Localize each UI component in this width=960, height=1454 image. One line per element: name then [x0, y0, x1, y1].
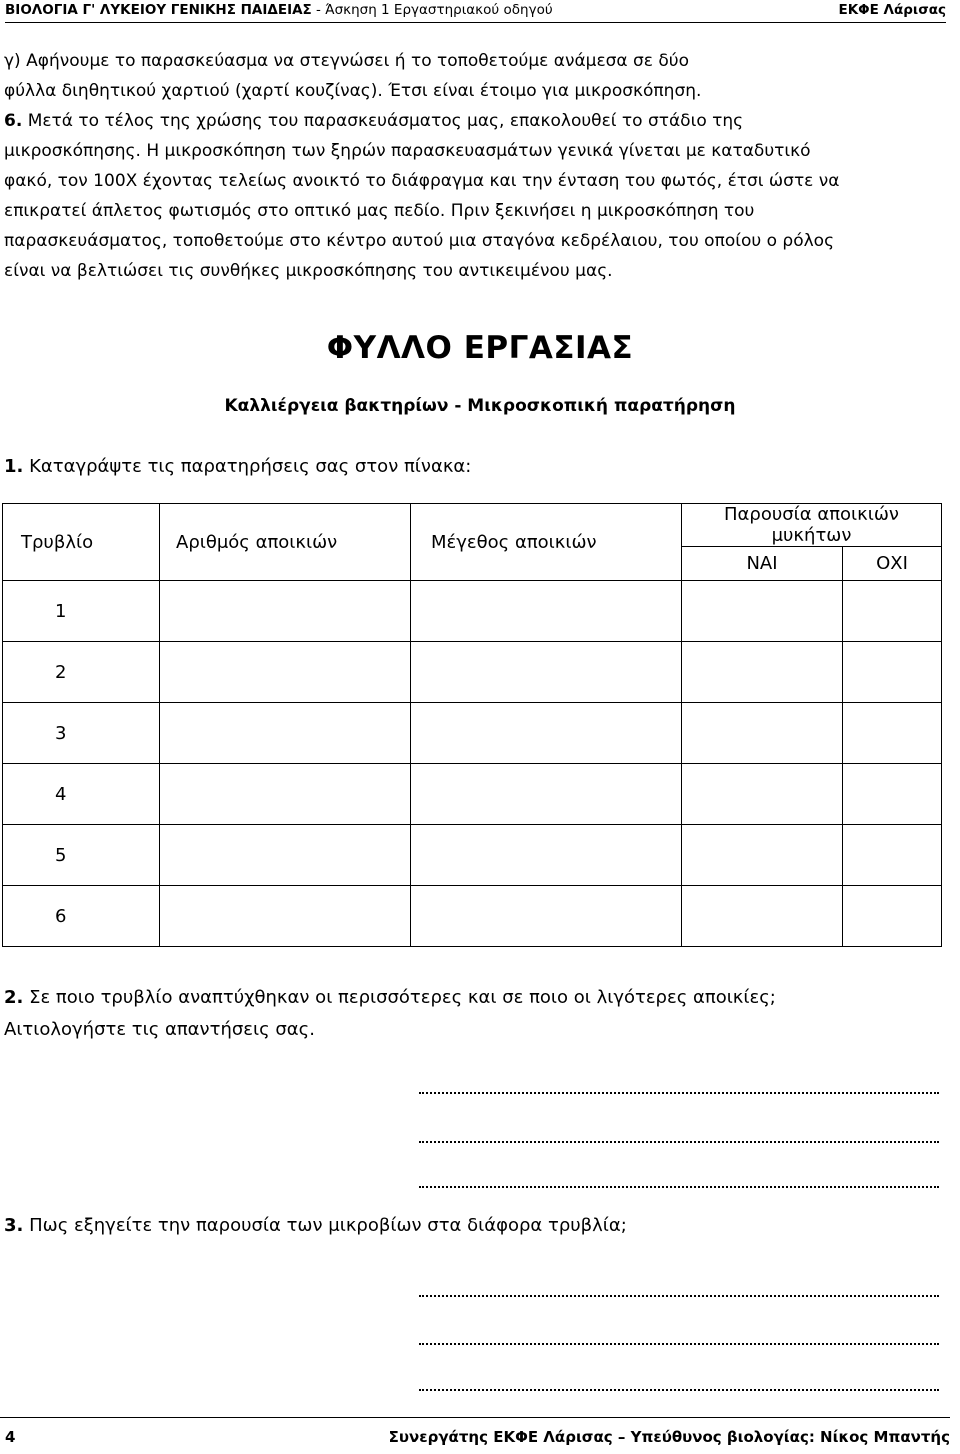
q1-text: Καταγράψτε τις παρατηρήσεις σας στον πίνακα: — [23, 456, 472, 477]
answer-line[interactable] — [419, 1293, 939, 1297]
step6-line3: φακό, τον 100Χ έχοντας τελείως ανοικτό το διάφραγμα και την ένταση του φωτός, έτσι ώστε να — [4, 171, 840, 191]
step6-line5: παρασκευάσματος, τοποθετούμε στο κέντρο αυτού μια σταγόνα κεδρέλαιου, του οποίου ο ρόλος — [4, 231, 835, 251]
footer-credit: Συνεργάτης ΕΚΦΕ Λάρισας – Υπεύθυνος βιολογίας: Νίκος Μπαντής — [388, 1428, 950, 1446]
step6-line1-text: Μετά το τέλος της χρώσης του παρασκευάσματος μας, επακολουθεί το στάδιο της — [22, 111, 744, 131]
answer-line[interactable] — [419, 1139, 939, 1143]
no-cell[interactable] — [843, 581, 942, 642]
yes-cell[interactable] — [682, 825, 843, 886]
size-cell[interactable] — [411, 581, 682, 642]
count-cell[interactable] — [160, 581, 411, 642]
col-count: Αριθμός αποικιών — [160, 504, 411, 581]
plate-number: 4 — [3, 764, 160, 825]
step6-line4: επικρατεί άπλετος φωτισμός στο οπτικό μας πεδίο. Πριν ξεκινήσει η μικροσκόπηση του — [4, 201, 755, 221]
col-no: ΟΧΙ — [843, 547, 942, 581]
count-cell[interactable] — [160, 825, 411, 886]
answer-line[interactable] — [419, 1387, 939, 1391]
plate-number: 2 — [3, 642, 160, 703]
table-row — [3, 825, 942, 886]
intro-text — [4, 46, 954, 286]
plate-number: 5 — [3, 825, 160, 886]
size-cell[interactable] — [411, 642, 682, 703]
no-cell[interactable] — [843, 703, 942, 764]
page-header — [5, 0, 946, 23]
count-cell[interactable] — [160, 703, 411, 764]
header-course-bold: ΒΙΟΛΟΓΙΑ Γ' ΛΥΚΕΙΟΥ ΓΕΝΙΚΗΣ ΠΑΙΔΕΙΑΣ — [5, 2, 312, 18]
step6-line6: είναι να βελτιώσει τις συνθήκες μικροσκόπησης του αντικειμένου μας. — [4, 261, 613, 281]
q3-text: Πως εξηγείτε την παρουσία των μικροβίων στα διάφορα τρυβλία; — [23, 1215, 627, 1236]
step6-line1 — [4, 106, 954, 136]
count-cell[interactable] — [160, 764, 411, 825]
page-number: 4 — [5, 1428, 16, 1446]
size-cell[interactable] — [411, 886, 682, 947]
size-cell[interactable] — [411, 703, 682, 764]
q2-text: Σε ποιο τρυβλίο αναπτύχθηκαν οι περισσότερες και σε ποιο οι λιγότερες αποικίες; — [23, 987, 776, 1008]
worksheet-subtitle: Καλλιέργεια βακτηρίων - Μικροσκοπική παρατήρηση — [224, 396, 736, 416]
question-3 — [4, 1215, 627, 1236]
table-row — [3, 886, 942, 947]
col-size: Μέγεθος αποικιών — [411, 504, 682, 581]
size-cell[interactable] — [411, 825, 682, 886]
header-course — [5, 0, 553, 20]
table-header-row — [3, 504, 942, 547]
step6-number: 6. — [4, 111, 23, 131]
table-row — [3, 642, 942, 703]
yes-cell[interactable] — [682, 703, 843, 764]
q2-line1 — [4, 982, 776, 1014]
q3-number: 3. — [4, 1215, 24, 1236]
q1-number: 1. — [4, 456, 24, 477]
yes-cell[interactable] — [682, 886, 843, 947]
no-cell[interactable] — [843, 764, 942, 825]
answer-line[interactable] — [419, 1090, 939, 1094]
yes-cell[interactable] — [682, 764, 843, 825]
observations-table — [2, 503, 942, 947]
table-row — [3, 764, 942, 825]
question-2 — [4, 982, 776, 1046]
plate-number: 6 — [3, 886, 160, 947]
count-cell[interactable] — [160, 886, 411, 947]
count-cell[interactable] — [160, 642, 411, 703]
answer-line[interactable] — [419, 1184, 939, 1188]
q2-line2: Αιτιολογήστε τις απαντήσεις σας. — [4, 1019, 315, 1040]
step6-line2: μικροσκόπησης. Η μικροσκόπηση των ξηρών παρασκευασμάτων γενικά γίνεται με καταδυτικό — [4, 141, 811, 161]
no-cell[interactable] — [843, 886, 942, 947]
question-1 — [4, 456, 471, 477]
no-cell[interactable] — [843, 825, 942, 886]
line-g-1: γ) Αφήνουμε το παρασκεύασμα να στεγνώσει ή το τοποθετούμε ανάμεσα σε δύο — [4, 51, 690, 71]
header-course-rest: - Άσκηση 1 Εργαστηριακού οδηγού — [311, 2, 553, 18]
plate-number: 1 — [3, 581, 160, 642]
plate-number: 3 — [3, 703, 160, 764]
size-cell[interactable] — [411, 764, 682, 825]
col-fungi: Παρουσία αποικιών μυκήτων — [682, 504, 942, 547]
col-yes: ΝΑΙ — [682, 547, 843, 581]
answer-line[interactable] — [419, 1341, 939, 1345]
header-org: ΕΚΦΕ Λάρισας — [838, 2, 946, 18]
page-footer — [0, 1417, 950, 1454]
yes-cell[interactable] — [682, 581, 843, 642]
table-row — [3, 703, 942, 764]
col-plate: Τρυβλίο — [3, 504, 160, 581]
no-cell[interactable] — [843, 642, 942, 703]
table-row — [3, 581, 942, 642]
worksheet-title: ΦΥΛΛΟ ΕΡΓΑΣΙΑΣ — [326, 330, 634, 366]
line-g-2: φύλλα διηθητικού χαρτιού (χαρτί κουζίνας). Έτσι είναι έτοιμο για μικροσκόπηση. — [4, 81, 702, 101]
yes-cell[interactable] — [682, 642, 843, 703]
q2-number: 2. — [4, 987, 24, 1008]
